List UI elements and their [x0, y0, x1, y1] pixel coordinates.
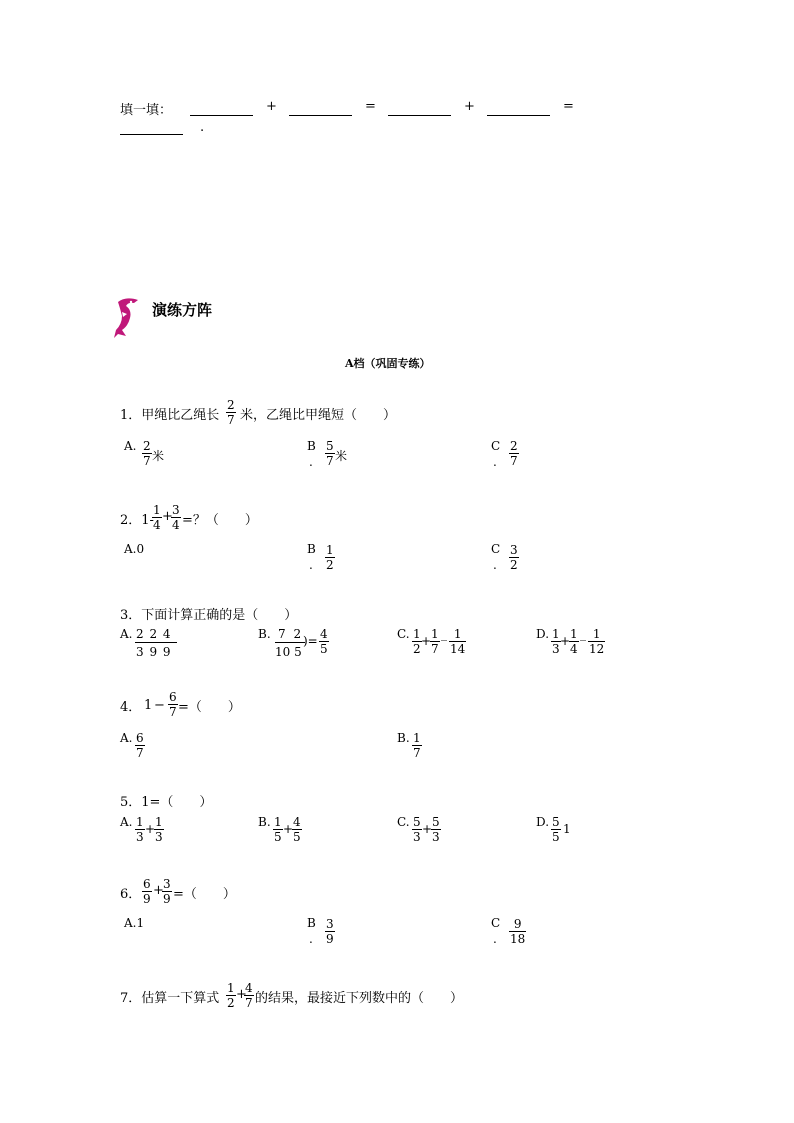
- option-a-fraction: $\frac{6}{7}$: [136, 731, 144, 760]
- blank-3[interactable]: [388, 115, 451, 116]
- question-2-suffix: =？（ ）: [182, 513, 258, 528]
- section-subtitle: A档（巩固专练）: [345, 357, 431, 370]
- option-b-dot: .: [309, 558, 313, 572]
- question-1-suffix: 米，乙绳比甲绳短（ ）: [240, 408, 397, 423]
- equals-sign: =: [365, 99, 376, 114]
- option-a-fraction-2: $\frac{1}{3}$: [155, 815, 163, 844]
- option-b-denominators: 10 5: [275, 645, 302, 659]
- option-b-label[interactable]: B.: [258, 627, 271, 641]
- option-d-label[interactable]: D.: [536, 815, 550, 829]
- blank-2[interactable]: [289, 115, 352, 116]
- question-6-fraction-1: $\frac{6}{9}$: [143, 877, 151, 906]
- option-b-result: $\frac{4}{5}$: [320, 627, 328, 656]
- option-c-label[interactable]: C.: [397, 627, 410, 641]
- option-b-label[interactable]: B: [307, 439, 316, 453]
- blank-4[interactable]: [487, 115, 550, 116]
- option-c-label[interactable]: C: [491, 542, 501, 556]
- question-1-fraction: $\frac{2}{7}$: [227, 398, 235, 427]
- option-b-fraction: $\frac{5}{7}$: [326, 439, 334, 468]
- option-c-minus: _: [441, 627, 447, 641]
- question-7-fraction-2: $\frac{4}{7}$: [245, 981, 253, 1010]
- option-c-fraction-1: $\frac{1}{2}$: [413, 627, 421, 656]
- option-b-fraction: $\frac{1}{2}$: [326, 543, 334, 572]
- option-c-dot: .: [493, 558, 497, 572]
- question-2-fraction-2: $\frac{3}{4}$: [172, 503, 180, 532]
- option-a-denominators: 3 9 9: [136, 645, 172, 659]
- question-3-text: 3．下面计算正确的是（ ）: [120, 608, 298, 623]
- option-c-op: +: [422, 822, 433, 836]
- option-a-fraction: $\frac{2}{7}$: [143, 439, 151, 468]
- question-4-fraction: $\frac{6}{7}$: [169, 690, 177, 719]
- question-4-one: 1: [144, 698, 153, 713]
- question-7-plus: +: [236, 987, 247, 1002]
- question-4-minus: −: [154, 698, 165, 713]
- option-c-label[interactable]: C: [491, 916, 501, 930]
- option-c-fraction-2: $\frac{5}{3}$: [432, 815, 440, 844]
- option-a-bar: [135, 642, 177, 643]
- option-c-fraction: $\frac{3}{2}$: [510, 543, 518, 572]
- option-c-fraction-2: $\frac{1}{7}$: [431, 627, 439, 656]
- section-title: 演练方阵: [152, 301, 213, 319]
- option-a[interactable]: A.1: [124, 916, 145, 930]
- option-d-fraction: $\frac{5}{5}$: [552, 815, 560, 844]
- equals-sign: =: [563, 99, 574, 114]
- question-6-plus: +: [153, 883, 164, 898]
- question-1-prefix: 1．甲绳比乙绳长: [120, 408, 220, 423]
- option-b-fraction-2: $\frac{4}{5}$: [293, 815, 301, 844]
- option-c-fraction: $\frac{2}{7}$: [510, 439, 518, 468]
- question-7-suffix: 的结果，最接近下列数中的（ ）: [255, 991, 464, 1006]
- plus-sign: +: [464, 99, 475, 114]
- question-2-plus: +: [162, 509, 173, 524]
- plus-sign: +: [266, 99, 277, 114]
- option-d-fraction-2: $\frac{1}{4}$: [570, 627, 578, 656]
- question-7-fraction-1: $\frac{1}{2}$: [227, 981, 235, 1010]
- option-a-label[interactable]: A.: [120, 731, 133, 745]
- option-c-op: +: [421, 634, 432, 648]
- option-a-label[interactable]: A.: [124, 439, 137, 453]
- option-c-label[interactable]: C: [491, 439, 501, 453]
- option-b-label[interactable]: B.: [258, 815, 271, 829]
- blank-1[interactable]: [190, 115, 253, 116]
- option-b-op: +: [283, 822, 294, 836]
- question-4-prefix: 4．: [120, 700, 142, 715]
- option-d-fraction-3: $\frac{1}{12}$: [589, 627, 605, 656]
- dolphin-icon: [112, 294, 142, 340]
- option-d-tail: 1: [563, 822, 571, 836]
- option-d-minus: _: [580, 627, 586, 641]
- option-a[interactable]: A.0: [124, 542, 145, 556]
- option-b-label[interactable]: B.: [397, 731, 410, 745]
- option-b-dot: .: [309, 932, 313, 946]
- question-2-fraction-1: $\frac{1}{4}$: [153, 503, 161, 532]
- option-d-op: +: [560, 634, 571, 648]
- option-a-unit: 米: [152, 449, 165, 463]
- option-b-bar: [275, 642, 305, 643]
- option-b-unit: 米: [335, 449, 348, 463]
- option-d-label[interactable]: D.: [536, 627, 550, 641]
- option-b-dot: .: [309, 455, 313, 469]
- fill-label: 填一填：: [120, 103, 173, 118]
- option-b-fraction-1: $\frac{1}{5}$: [274, 815, 282, 844]
- option-b-label[interactable]: B: [307, 542, 316, 556]
- question-6-prefix: 6．: [120, 887, 142, 902]
- question-6-suffix: =（ ）: [173, 887, 236, 902]
- question-5-text: 5．1=（ ）: [120, 795, 213, 810]
- period: .: [200, 120, 205, 135]
- option-a-label[interactable]: A.: [120, 627, 133, 641]
- option-c-dot: .: [493, 455, 497, 469]
- option-b-mid: )=: [303, 634, 318, 648]
- option-c-fraction: $\frac{9}{18}$: [510, 917, 526, 946]
- option-b-numerators: 7 2: [278, 627, 304, 641]
- option-a-fraction-1: $\frac{1}{3}$: [136, 815, 144, 844]
- option-a-label[interactable]: A.: [120, 815, 133, 829]
- option-c-label[interactable]: C.: [397, 815, 410, 829]
- question-7-prefix: 7．估算一下算式: [120, 991, 220, 1006]
- blank-5[interactable]: [120, 134, 183, 135]
- option-a-numerators: 2 2 4: [136, 627, 172, 641]
- option-c-fraction-3: $\frac{1}{14}$: [450, 627, 466, 656]
- option-d-fraction-1: $\frac{1}{3}$: [552, 627, 560, 656]
- option-a-op: +: [145, 822, 156, 836]
- question-4-suffix: =（ ）: [178, 700, 241, 715]
- option-c-fraction-1: $\frac{5}{3}$: [413, 815, 421, 844]
- question-2-prefix: 2．1-: [120, 513, 154, 528]
- question-6-fraction-2: $\frac{3}{9}$: [163, 877, 171, 906]
- option-c-dot: .: [493, 932, 497, 946]
- option-b-fraction: $\frac{3}{9}$: [326, 917, 334, 946]
- option-b-fraction: $\frac{1}{7}$: [413, 731, 421, 760]
- option-b-label[interactable]: B: [307, 916, 316, 930]
